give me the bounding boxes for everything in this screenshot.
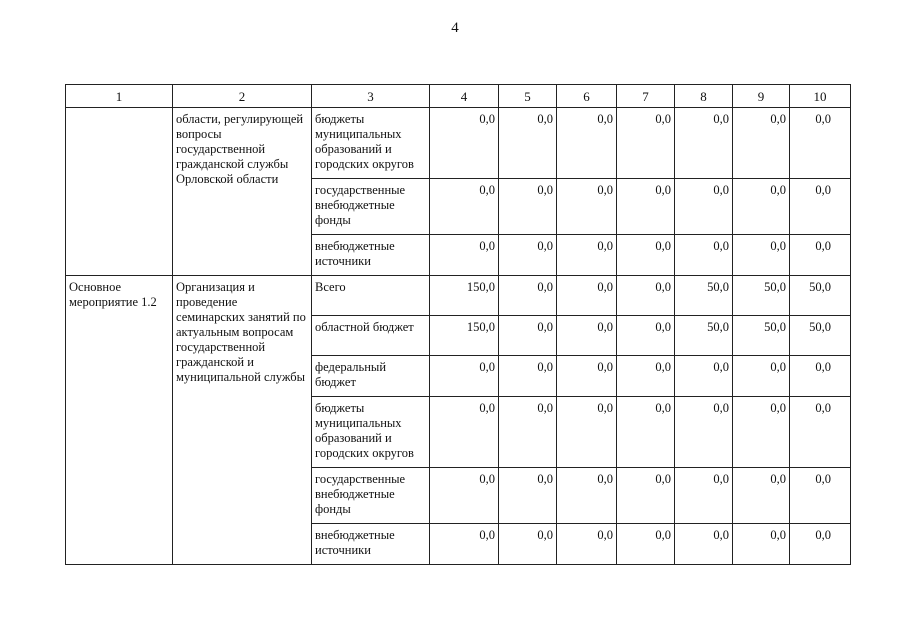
- column-header: 5: [499, 85, 557, 108]
- page-number: 4: [451, 20, 459, 36]
- activity-name-cell: Организация и проведение семинарских занятий по актуальным вопросам государственной гражданской и муниципальной службы: [173, 276, 312, 565]
- value-cell: 0,0: [617, 179, 675, 235]
- value-cell: 0,0: [675, 235, 733, 276]
- value-cell: 50,0: [675, 276, 733, 316]
- column-header: 6: [557, 85, 617, 108]
- value-cell: 0,0: [790, 356, 851, 397]
- funding-source-cell: областной бюджет: [312, 316, 430, 356]
- value-cell: 0,0: [430, 468, 499, 524]
- value-cell: 0,0: [733, 468, 790, 524]
- value-cell: 0,0: [499, 397, 557, 468]
- column-header: 1: [66, 85, 173, 108]
- column-header: 4: [430, 85, 499, 108]
- value-cell: 0,0: [675, 356, 733, 397]
- activity-name-cell: области, регулирующей вопросы государственной гражданской службы Орловской области: [173, 108, 312, 276]
- value-cell: 0,0: [617, 356, 675, 397]
- activity-cell: Основное мероприятие 1.2: [66, 276, 173, 565]
- value-cell: 0,0: [733, 524, 790, 565]
- value-cell: 0,0: [617, 524, 675, 565]
- column-header: 9: [733, 85, 790, 108]
- value-cell: 0,0: [733, 356, 790, 397]
- value-cell: 0,0: [557, 316, 617, 356]
- value-cell: 0,0: [430, 397, 499, 468]
- value-cell: 0,0: [499, 108, 557, 179]
- value-cell: 0,0: [675, 179, 733, 235]
- column-header: 8: [675, 85, 733, 108]
- budget-table: [65, 84, 851, 565]
- value-cell: 0,0: [790, 468, 851, 524]
- value-cell: 0,0: [617, 108, 675, 179]
- value-cell: 0,0: [557, 356, 617, 397]
- value-cell: 0,0: [733, 397, 790, 468]
- value-cell: 0,0: [557, 179, 617, 235]
- value-cell: 150,0: [430, 276, 499, 316]
- value-cell: 0,0: [733, 235, 790, 276]
- column-header: 2: [173, 85, 312, 108]
- value-cell: 0,0: [557, 108, 617, 179]
- value-cell: 0,0: [499, 179, 557, 235]
- value-cell: 0,0: [499, 316, 557, 356]
- value-cell: 0,0: [499, 524, 557, 565]
- table-row: [66, 276, 851, 316]
- value-cell: 0,0: [499, 276, 557, 316]
- value-cell: 0,0: [675, 108, 733, 179]
- value-cell: 50,0: [733, 276, 790, 316]
- value-cell: 0,0: [430, 235, 499, 276]
- value-cell: 0,0: [557, 468, 617, 524]
- value-cell: 0,0: [675, 468, 733, 524]
- funding-source-cell: бюджеты муниципальных образований и городских округов: [312, 108, 430, 179]
- value-cell: 0,0: [430, 108, 499, 179]
- column-header: 10: [790, 85, 851, 108]
- value-cell: 0,0: [790, 235, 851, 276]
- header-row: [66, 85, 851, 108]
- funding-source-cell: государственные внебюджетные фонды: [312, 179, 430, 235]
- value-cell: 0,0: [430, 524, 499, 565]
- value-cell: 0,0: [675, 397, 733, 468]
- value-cell: 0,0: [733, 108, 790, 179]
- funding-source-cell: федеральный бюджет: [312, 356, 430, 397]
- value-cell: 0,0: [430, 356, 499, 397]
- value-cell: 0,0: [790, 179, 851, 235]
- value-cell: 0,0: [499, 468, 557, 524]
- value-cell: 0,0: [499, 356, 557, 397]
- column-header: 7: [617, 85, 675, 108]
- value-cell: 0,0: [790, 397, 851, 468]
- value-cell: 0,0: [557, 276, 617, 316]
- funding-source-cell: бюджеты муниципальных образований и городских округов: [312, 397, 430, 468]
- value-cell: 0,0: [557, 235, 617, 276]
- value-cell: 0,0: [617, 235, 675, 276]
- value-cell: 0,0: [557, 524, 617, 565]
- funding-source-cell: государственные внебюджетные фонды: [312, 468, 430, 524]
- value-cell: 50,0: [790, 316, 851, 356]
- column-header: 3: [312, 85, 430, 108]
- value-cell: 0,0: [499, 235, 557, 276]
- value-cell: 0,0: [557, 397, 617, 468]
- value-cell: 0,0: [675, 524, 733, 565]
- value-cell: 150,0: [430, 316, 499, 356]
- value-cell: 0,0: [733, 179, 790, 235]
- table-row: [66, 108, 851, 179]
- value-cell: 0,0: [790, 524, 851, 565]
- value-cell: 0,0: [617, 316, 675, 356]
- value-cell: 50,0: [733, 316, 790, 356]
- value-cell: 0,0: [617, 468, 675, 524]
- value-cell: 50,0: [675, 316, 733, 356]
- value-cell: 50,0: [790, 276, 851, 316]
- value-cell: 0,0: [617, 397, 675, 468]
- funding-source-cell: внебюджетные источники: [312, 235, 430, 276]
- value-cell: 0,0: [790, 108, 851, 179]
- funding-source-cell: Всего: [312, 276, 430, 316]
- value-cell: 0,0: [430, 179, 499, 235]
- activity-cell: [66, 108, 173, 276]
- funding-source-cell: внебюджетные источники: [312, 524, 430, 565]
- value-cell: 0,0: [617, 276, 675, 316]
